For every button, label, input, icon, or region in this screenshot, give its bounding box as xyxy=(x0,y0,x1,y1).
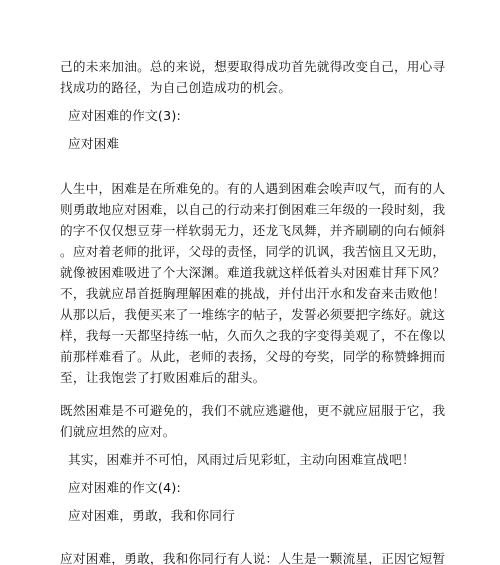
paragraph-line: 应对困难，勇敢，我和你同行有人说：人生是一颗流星，正因它短暂 xyxy=(60,551,446,565)
paragraph-line: 至，让我饱尝了打败困难后的甜头。 xyxy=(60,370,266,385)
paragraph-line: 人生中，困难是在所难免的。有的人遇到困难会唉声叹气，而有的人 xyxy=(60,181,446,196)
paragraph-line: 的字不仅仅想豆芽一样软弱无力，还龙飞凤舞，并齐刷刷的向右倾斜 xyxy=(60,223,446,238)
section-heading: 应对困难的作文(4): xyxy=(68,480,181,495)
paragraph-line: 从那以后，我便买来了一堆练字的帖子，发誓必须要把字练好。就这 xyxy=(60,307,446,322)
paragraph-line: 找成功的路径，为自己创造成功的机会。 xyxy=(60,80,292,95)
essay-title: 应对困难 xyxy=(68,136,120,151)
section-heading: 应对困难的作文(3): xyxy=(68,108,181,123)
paragraph-line: 其实，困难并不可怕，风雨过后见彩虹，主动向困难宣战吧！ xyxy=(68,452,415,467)
paragraph-line: 们就应坦然的应对。 xyxy=(60,424,176,439)
paragraph-line: 不，我就应昂首挺胸理解困难的挑战，并付出汗水和发奋来击败他！ xyxy=(60,286,446,301)
paragraph-line: 前那样难看了。从此，老师的表扬，父母的夸奖，同学的称赞蜂拥而 xyxy=(60,349,446,364)
paragraph-line: 样，我每一天都坚持练一帖，久而久之我的字变得美观了，不在像以 xyxy=(60,328,446,343)
paragraph-line: 则勇敢地应对困难，以自己的行动来打倒困难三年级的一段时刻，我 xyxy=(60,202,446,217)
essay-title: 应对困难，勇敢，我和你同行 xyxy=(68,508,235,523)
paragraph-line: 就像被困难吸进了个大深渊。难道我就这样低着头对困难甘拜下风？ xyxy=(60,265,446,280)
paragraph-line: 己的未来加油。总的来说，想要取得成功首先就得改变自己，用心寻 xyxy=(60,59,446,74)
paragraph-line: 既然困难是不可避免的，我们不就应逃避他，更不就应屈服于它，我 xyxy=(60,403,446,418)
paragraph-line: 。应对着老师的批评，父母的责怪，同学的讥讽，我苦恼且又无助， xyxy=(60,244,446,259)
